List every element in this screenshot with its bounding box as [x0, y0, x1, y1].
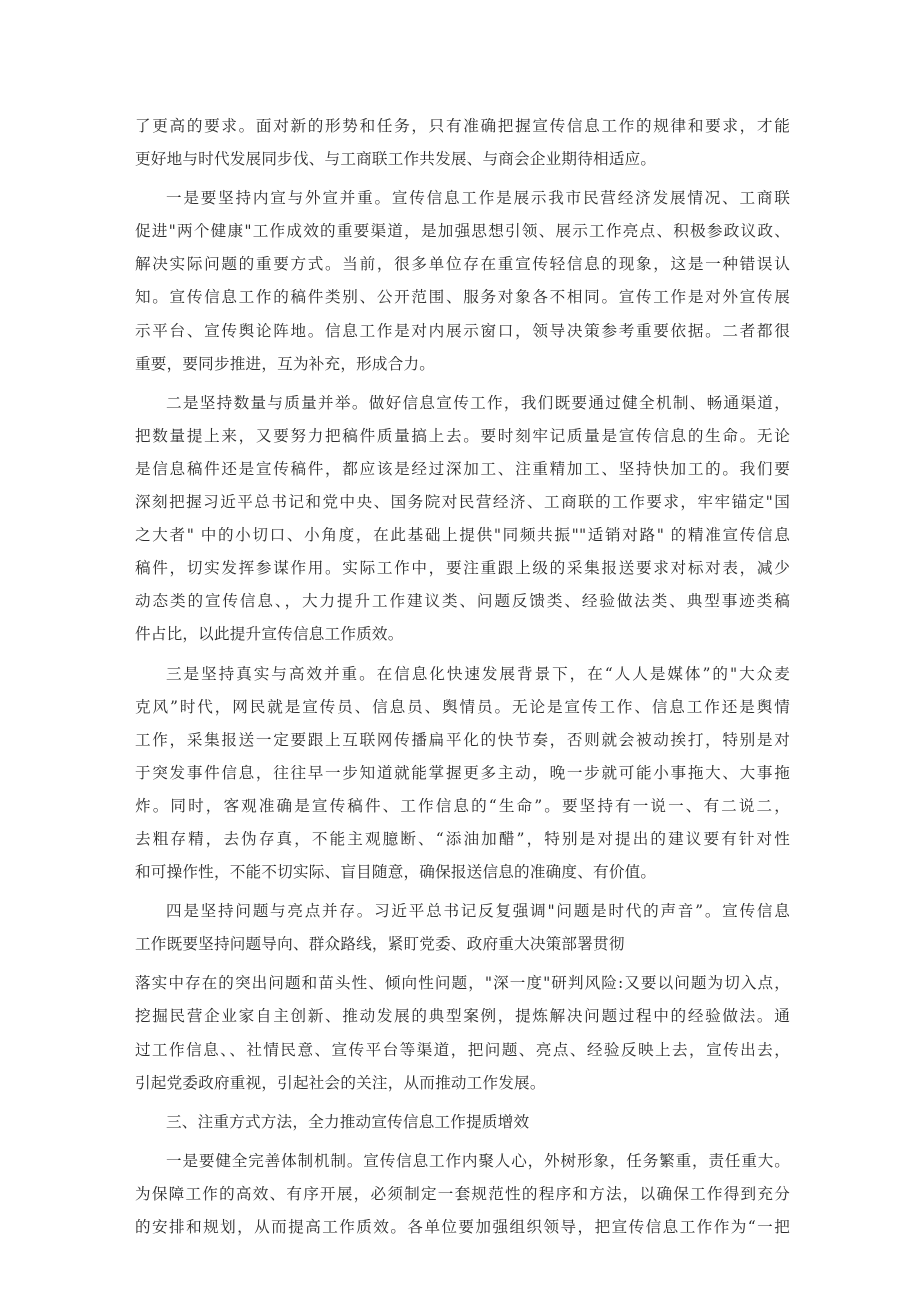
- text-line: 去粗存精，去伪存真，不能主观臆断、“添油加醋”，特别是对提出的建议要有针对性: [135, 829, 790, 848]
- text-line: 的安排和规划，从而提高工作质效。各单位要加强组织领导，把宣传信息工作作为“一把: [135, 1218, 790, 1236]
- text-line: 为保障工作的高效、有序开展，必须制定一套规范性的程序和方法，以确保工作得到充分: [135, 1184, 790, 1203]
- text-line: 稿件，切实发挥参谋作用。实际工作中，要注重跟上级的采集报送要求对标对表，减少: [135, 559, 790, 578]
- text-line: 深刻把握习近平总书记和党中央、国务院对民营经济、工商联的工作要求，牢牢锚定"国: [135, 493, 790, 512]
- text-line: 克风”时代，网民就是宣传员、信息员、舆情员。无论是宣传工作、信息工作还是舆情: [135, 697, 790, 716]
- text-line: 示平台、宣传舆论阵地。信息工作是对内展示窗口，领导决策参考重要依据。二者都很: [135, 321, 790, 340]
- paragraph: [135, 387, 790, 652]
- paragraph: [135, 110, 790, 176]
- text-line: 动态类的宣传信息、，大力提升工作建议类、问题反馈类、经验做法类、典型事迹类稿: [135, 592, 790, 611]
- paragraph: [135, 967, 790, 1099]
- text-line: 解决实际问题的重要方式。当前，很多单位存在重宣传轻信息的现象，这是一种错误认: [135, 255, 790, 274]
- text-line: 过工作信息、、社情民意、宣传平台等渠道，把问题、亮点、经验反映上去，宣传出去，: [135, 1040, 790, 1059]
- text-line: 引起党委政府重视，引起社会的关注，从而推动工作发展。: [135, 1073, 546, 1092]
- text-line: 重要，要同步推进，互为补充，形成合力。: [135, 354, 436, 373]
- text-line: 促进"两个健康"工作成效的重要渠道，是加强思想引领、展示工作亮点、积极参政议政、: [135, 222, 790, 241]
- paragraph: [135, 895, 790, 961]
- text-line: 更好地与时代发展同步伐、与工商联工作共发展、与商会企业期待相适应。: [135, 150, 657, 169]
- text-line: 于突发事件信息，往往早一步知道就能掌握更多主动，晚一步就可能小事拖大、大事拖: [135, 763, 790, 782]
- paragraph: [135, 1145, 790, 1244]
- text-line: 了更高的要求。面对新的形势和任务，只有准确把握宣传信息工作的规律和要求，才能: [135, 117, 790, 135]
- paragraph: [135, 182, 790, 381]
- text-line: 工作既要坚持问题导向、群众路线，紧盯党委、政府重大决策部署贯彻: [135, 935, 625, 954]
- paragraph: [135, 658, 790, 890]
- text-line: 和可操作性，不能不切实际、盲目随意，确保报送信息的准确度、有价值。: [135, 863, 657, 882]
- text-line: 二是坚持数量与质量并举。做好信息宣传工作，我们既要通过健全机制、畅通渠道，: [166, 393, 790, 412]
- text-line: 炸。同时，客观准确是宣传稿件、工作信息的“生命”。要坚持有一说一、有二说二，: [135, 796, 790, 815]
- text-line: 工作，采集报送一定要跟上互联网传播扁平化的快节奏，否则就会被动挨打，特别是对: [135, 730, 790, 749]
- text-line: 三是坚持真实与高效并重。在信息化快速发展背景下，在“人人是媒体”的"大众麦: [166, 664, 790, 683]
- text-line: 三、注重方式方法，全力推动宣传信息工作提质增效: [166, 1112, 530, 1131]
- text-line: 把数量提上来，又要努力把稿件质量搞上去。要时刻牢记质量是宣传信息的生命。无论: [135, 426, 790, 445]
- text-line: 落实中存在的突出问题和苗头性、倾向性问题，"深一度"研判风险:又要以问题为切入点，: [135, 974, 790, 993]
- text-line: 知。宣传信息工作的稿件类别、公开范围、服务对象各不相同。宣传工作是对外宣传展: [135, 288, 790, 307]
- text-line: 一是要健全完善体制机制。宣传信息工作内聚人心，外树形象，任务繁重，责任重大。: [166, 1151, 790, 1170]
- text-line: 一是要坚持内宣与外宣并重。宣传信息工作是展示我市民营经济发展情况、工商联: [166, 189, 790, 208]
- document-page: [135, 110, 790, 1244]
- text-line: 之大者" 中的小切口、小角度，在此基础上提供"同频共振""适销对路" 的精准宣传信息: [135, 526, 790, 545]
- text-line: 是信息稿件还是宣传稿件，都应该是经过深加工、注重精加工、坚持快加工的。我们要: [135, 459, 790, 478]
- text-line: 挖掘民营企业家自主创新、推动发展的典型案例，提炼解决问题过程中的经验做法。通: [135, 1007, 790, 1026]
- section-heading: [135, 1106, 790, 1139]
- text-line: 件占比，以此提升宣传信息工作质效。: [135, 625, 404, 644]
- text-line: 四是坚持问题与亮点并存。习近平总书记反复强调"问题是时代的声音”。宣传信息: [166, 902, 790, 921]
